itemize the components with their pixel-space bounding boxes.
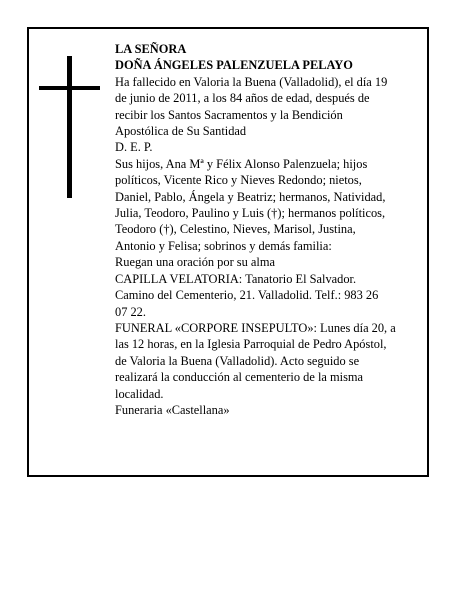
family-line: políticos, Vicente Rico y Nieves Redondo; nietos,	[115, 173, 362, 188]
funeral-line: FUNERAL «CORPORE INSEPULTO»: Lunes día 20, a	[115, 320, 396, 335]
funeral-home: Funeraria «Castellana»	[115, 402, 230, 417]
notice-header: LA SEÑORA	[115, 42, 187, 56]
family-paragraph	[115, 156, 431, 254]
chapel-line: Camino del Cementerio, 21. Valladolid. Telf.: 983 26	[115, 288, 379, 303]
death-line: Ha fallecido en Valoria la Buena (Valladolid), el día 19	[115, 74, 388, 89]
chapel-paragraph	[115, 271, 431, 320]
death-paragraph	[115, 74, 431, 140]
dep-line: D. E. P.	[115, 140, 153, 155]
family-line: Julia, Teodoro, Paulino y Luis (†); hermanos políticos,	[115, 206, 386, 221]
funeral-line: localidad.	[115, 386, 164, 401]
notice-text	[115, 41, 431, 418]
funeral-line: las 12 horas, en la Iglesia Parroquial de Pedro Apóstol,	[115, 337, 387, 352]
cross-horizontal-bar	[39, 86, 100, 90]
funeral-paragraph	[115, 320, 431, 402]
obituary-notice	[27, 27, 429, 477]
death-line: Apostólica de Su Santidad	[115, 124, 247, 139]
family-line: Daniel, Pablo, Ángela y Beatriz; hermanos, Natividad,	[115, 189, 386, 204]
death-line: de junio de 2011, a los 84 años de edad, después de	[115, 91, 370, 106]
death-line: recibir los Santos Sacramentos y la Bendición	[115, 107, 343, 122]
cross-vertical-bar	[67, 56, 72, 198]
funeral-line: de Valoria la Buena (Valladolid). Acto seguido se	[115, 353, 360, 368]
prayer-line: Ruegan una oración por su alma	[115, 255, 275, 270]
deceased-name: DOÑA ÁNGELES PALENZUELA PELAYO	[115, 58, 353, 73]
family-line: Teodoro (†), Celestino, Nieves, Marisol, Justina,	[115, 222, 356, 237]
family-line: Antonio y Felisa; sobrinos y demás familia:	[115, 238, 332, 253]
chapel-line: CAPILLA VELATORIA: Tanatorio El Salvador.	[115, 271, 357, 286]
chapel-line: 07 22.	[115, 304, 146, 319]
family-line: Sus hijos, Ana Mª y Félix Alonso Palenzuela; hijos	[115, 156, 368, 171]
funeral-line: realizará la conducción al cementerio de la misma	[115, 370, 364, 385]
